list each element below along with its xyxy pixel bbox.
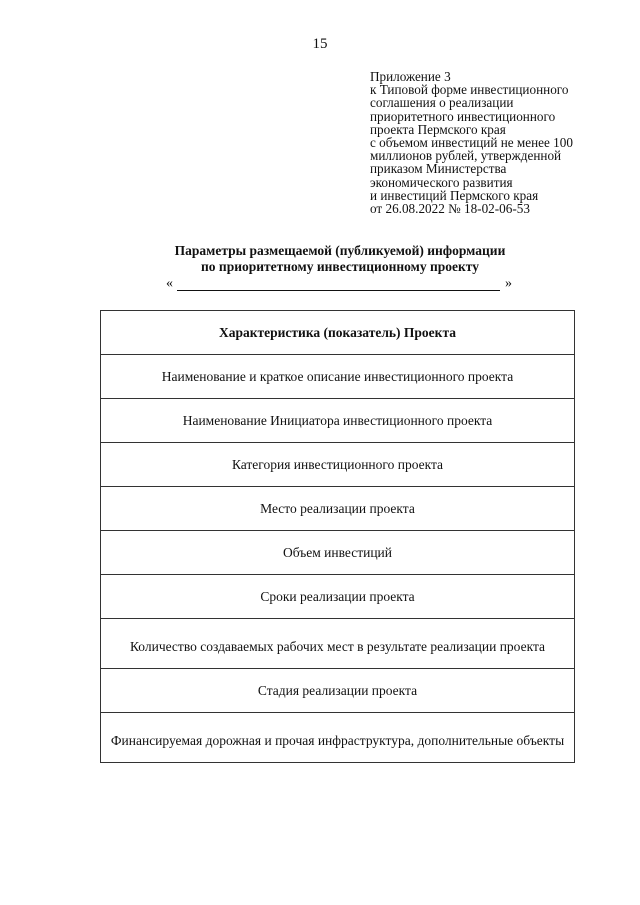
table-row — [101, 399, 575, 443]
appendix-line: Приложение 3 — [370, 69, 451, 84]
appendix-line: от 26.08.2022 № 18-02-06-53 — [370, 201, 530, 217]
appendix-line: с объемом инвестиций не менее 100 — [370, 135, 573, 151]
table-row — [101, 355, 575, 399]
parameters-table — [100, 310, 575, 763]
project-name-blank — [166, 276, 516, 294]
table-row — [101, 531, 575, 575]
table-cell: Финансируемая дорожная и прочая инфраструктура, дополнительные объекты — [101, 713, 575, 763]
blank-underline — [177, 290, 500, 291]
table-cell: Категория инвестиционного проекта — [101, 443, 575, 487]
table-row — [101, 443, 575, 487]
closing-quote: » — [505, 276, 512, 291]
table-cell: Сроки реализации проекта — [101, 575, 575, 619]
appendix-line: экономического развития — [370, 174, 513, 190]
appendix-note — [370, 70, 620, 215]
table-cell: Количество создаваемых рабочих мест в результате реализации проекта — [101, 619, 575, 669]
appendix-line: приоритетного инвестиционного — [370, 108, 556, 124]
table-header-row — [101, 311, 575, 355]
title-line-1: Параметры размещаемой (публикуемой) информации — [174, 243, 506, 258]
table-header-cell: Характеристика (показатель) Проекта — [101, 311, 575, 355]
page-number: 15 — [312, 36, 328, 52]
table-cell: Наименование Инициатора инвестиционного проекта — [101, 399, 575, 443]
table-row — [101, 487, 575, 531]
table-cell: Наименование и краткое описание инвестиционного проекта — [101, 355, 575, 399]
appendix-line: проекта Пермского края — [370, 121, 506, 137]
appendix-line: миллионов рублей, утвержденной — [370, 148, 562, 164]
table-cell: Место реализации проекта — [101, 487, 575, 531]
title-line-2: по приоритетному инвестиционному проекту — [201, 259, 479, 274]
table-row — [101, 575, 575, 619]
appendix-line: приказом Министерства — [370, 161, 507, 177]
table-cell: Стадия реализации проекта — [101, 669, 575, 713]
appendix-line: и инвестиций Пермского края — [370, 187, 539, 203]
document-title — [0, 243, 640, 275]
appendix-line: к Типовой форме инвестиционного — [370, 82, 569, 98]
table-row — [101, 619, 575, 669]
opening-quote: « — [166, 276, 173, 291]
table-row — [101, 669, 575, 713]
table-row — [101, 713, 575, 763]
table-cell: Объем инвестиций — [101, 531, 575, 575]
appendix-line: соглашения о реализации — [370, 95, 514, 111]
